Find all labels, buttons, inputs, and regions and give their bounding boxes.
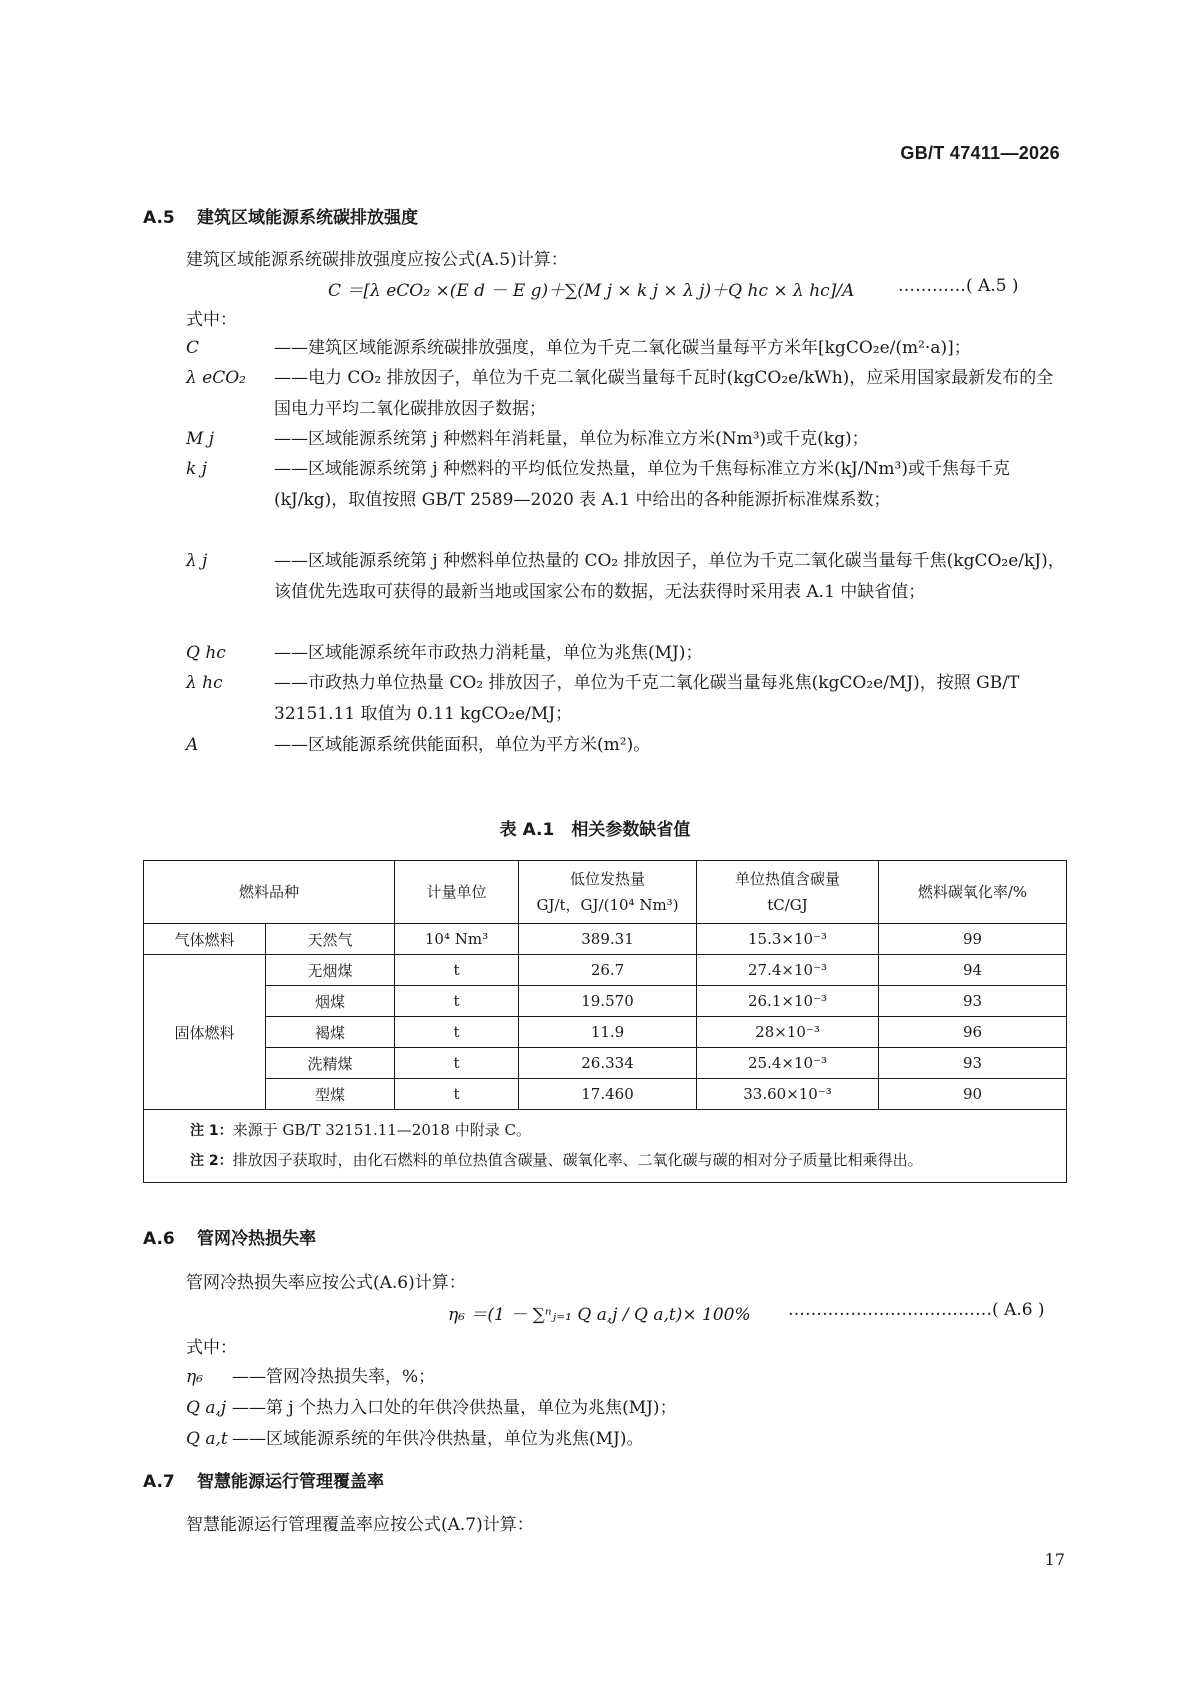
variable-item	[186, 1362, 1066, 1393]
section-heading-a7	[143, 1467, 384, 1492]
variable-symbol: Q hc	[186, 643, 226, 663]
variable-description: ——区域能源系统年市政热力消耗量，单位为兆焦(MJ)；	[274, 643, 703, 663]
table-row	[144, 924, 1067, 955]
variable-description: ——区域能源系统的年供冷供热量，单位为兆焦(MJ)。	[232, 1429, 644, 1449]
variable-symbol: Q a,t	[186, 1429, 228, 1449]
table-row	[144, 1079, 1067, 1110]
variable-symbol: λ eCO₂	[186, 368, 246, 388]
where-label: 式中：	[186, 1338, 237, 1358]
variable-item	[186, 1424, 1066, 1455]
oxidation-cell: 94	[879, 955, 1067, 986]
group-cell: 固体燃料	[144, 955, 266, 1110]
fuel-cell: 天然气	[266, 924, 395, 955]
section-number: A.5	[143, 208, 175, 228]
variable-description: ——管网冷热损失率，%；	[232, 1367, 436, 1387]
header-carbon-label: 单位热值含碳量	[735, 870, 841, 888]
carbon-cell: 25.4×10⁻³	[697, 1048, 879, 1079]
header-carbon	[697, 861, 879, 924]
section-intro: 建筑区域能源系统碳排放强度应按公式(A.5)计算：	[186, 250, 568, 270]
unit-cell: t	[395, 1079, 519, 1110]
section-intro: 智慧能源运行管理覆盖率应按公式(A.7)计算：	[186, 1515, 534, 1535]
header-oxidation: 燃料碳氧化率/%	[879, 861, 1067, 924]
formula-text: C ＝[λ eCO₂ ×(E d － E g)＋∑(M j × k j × λ j)＋Q hc × λ hc]/A	[328, 281, 855, 301]
fuel-cell: 无烟煤	[266, 955, 395, 986]
unit-cell: t	[395, 955, 519, 986]
section-heading-a5	[143, 203, 418, 228]
note-text: 排放因子获取时，由化石燃料的单位热值含碳量、碳氧化率、二氧化碳与碳的相对分子质量比相乘得出。	[232, 1151, 923, 1169]
note-text: 来源于 GB/T 32151.11—2018 中附录 C。	[232, 1121, 531, 1139]
parameter-table	[143, 860, 1067, 1183]
section-title: 建筑区域能源系统碳排放强度	[197, 208, 418, 228]
oxidation-cell: 96	[879, 1017, 1067, 1048]
unit-cell: t	[395, 1017, 519, 1048]
equation-number: ………………………………( A.6 )	[788, 1300, 1045, 1320]
header-carbon-unit: tC/GJ	[767, 896, 808, 914]
table-row	[144, 986, 1067, 1017]
fuel-cell: 烟煤	[266, 986, 395, 1017]
table-notes	[144, 1110, 1067, 1183]
variable-item	[186, 668, 1066, 730]
group-cell: 气体燃料	[144, 924, 266, 955]
formula-text: η₆ ＝(1 － ∑ⁿⱼ₌₁ Q a,j / Q a,t)× 100%	[448, 1305, 751, 1325]
variable-description: ——电力 CO₂ 排放因子，单位为千克二氧化碳当量每千瓦时(kgCO₂e/kWh)，应采用国家最新发布的全国电力平均二氧化碳排放因子数据；	[274, 368, 1054, 419]
variable-item	[186, 333, 1066, 364]
header-fuel-type: 燃料品种	[144, 861, 395, 924]
oxidation-cell: 93	[879, 986, 1067, 1017]
variable-description: ——区域能源系统第 j 种燃料年消耗量，单位为标准立方米(Nm³)或千克(kg)；	[274, 429, 869, 449]
section-title: 管网冷热损失率	[197, 1229, 316, 1249]
carbon-cell: 28×10⁻³	[697, 1017, 879, 1048]
lhv-cell: 11.9	[519, 1017, 697, 1048]
unit-cell: t	[395, 986, 519, 1017]
table-row	[144, 955, 1067, 986]
lhv-cell: 389.31	[519, 924, 697, 955]
lhv-cell: 19.570	[519, 986, 697, 1017]
variable-description: ——建筑区域能源系统碳排放强度，单位为千克二氧化碳当量每平方米年[kgCO₂e/(m²·a)]；	[274, 338, 971, 358]
table-row	[144, 1017, 1067, 1048]
fuel-cell: 褐煤	[266, 1017, 395, 1048]
variable-symbol: M j	[186, 429, 215, 449]
variable-description: ——区域能源系统第 j 种燃料的平均低位发热量，单位为千焦每标准立方米(kJ/Nm³)或千焦每千克(kJ/kg)，取值按照 GB/T 2589—2020 表 A.1 中给出的各种能源折标准煤系数；	[274, 459, 1010, 510]
section-intro: 管网冷热损失率应按公式(A.6)计算：	[186, 1273, 466, 1293]
table-title: 表 A.1 相关参数缺省值	[499, 820, 691, 840]
variable-symbol: λ hc	[186, 673, 223, 693]
variable-item	[186, 363, 1066, 425]
unit-cell: 10⁴ Nm³	[395, 924, 519, 955]
variable-description: ——区域能源系统第 j 种燃料单位热量的 CO₂ 排放因子，单位为千克二氧化碳当量每千焦(kgCO₂e/kJ)，该值优先选取可获得的最新当地或国家公布的数据，无法获得时采用表 A.1 中缺省值；	[274, 551, 1065, 602]
variable-item	[186, 454, 1066, 516]
oxidation-cell: 99	[879, 924, 1067, 955]
variable-item	[186, 424, 1066, 455]
variable-symbol: k j	[186, 459, 207, 479]
lhv-cell: 17.460	[519, 1079, 697, 1110]
table-note	[190, 1116, 1066, 1146]
variable-symbol: C	[186, 338, 200, 358]
page-number: 17	[1044, 1550, 1065, 1569]
table-note	[190, 1146, 1066, 1176]
carbon-cell: 27.4×10⁻³	[697, 955, 879, 986]
formula-a5	[328, 276, 1019, 301]
oxidation-cell: 93	[879, 1048, 1067, 1079]
carbon-cell: 33.60×10⁻³	[697, 1079, 879, 1110]
header-lhv	[519, 861, 697, 924]
fuel-cell: 型煤	[266, 1079, 395, 1110]
formula-a6	[448, 1300, 1045, 1325]
unit-cell: t	[395, 1048, 519, 1079]
section-heading-a6	[143, 1224, 316, 1249]
section-number: A.6	[143, 1229, 175, 1249]
section-title: 智慧能源运行管理覆盖率	[197, 1472, 384, 1492]
oxidation-cell: 90	[879, 1079, 1067, 1110]
variable-description: ——第 j 个热力入口处的年供冷供热量，单位为兆焦(MJ)；	[232, 1398, 677, 1418]
carbon-cell: 26.1×10⁻³	[697, 986, 879, 1017]
lhv-cell: 26.7	[519, 955, 697, 986]
variable-item	[186, 546, 1066, 608]
fuel-cell: 洗精煤	[266, 1048, 395, 1079]
header-lhv-label: 低位发热量	[570, 870, 646, 888]
equation-number: …………( A.5 )	[898, 276, 1019, 296]
variable-description: ——市政热力单位热量 CO₂ 排放因子，单位为千克二氧化碳当量每兆焦(kgCO₂e/MJ)，按照 GB/T 32151.11 取值为 0.11 kgCO₂e/MJ；	[274, 673, 1020, 724]
variable-symbol: η₆	[186, 1367, 203, 1387]
note-label: 注 2：	[190, 1153, 233, 1169]
note-label: 注 1：	[190, 1123, 233, 1139]
table-row	[144, 1048, 1067, 1079]
lhv-cell: 26.334	[519, 1048, 697, 1079]
variable-item	[186, 638, 1066, 669]
header-lhv-unit: GJ/t，GJ/(10⁴ Nm³)	[536, 896, 679, 914]
variable-item	[186, 730, 1066, 761]
where-label: 式中：	[186, 310, 237, 330]
section-number: A.7	[143, 1472, 175, 1492]
variable-item	[186, 1393, 1066, 1424]
variable-symbol: Q a,j	[186, 1398, 227, 1418]
carbon-cell: 15.3×10⁻³	[697, 924, 879, 955]
variable-description: ——区域能源系统供能面积，单位为平方米(m²)。	[274, 735, 651, 755]
variable-symbol: λ j	[186, 551, 208, 571]
table-header-row	[144, 861, 1067, 924]
header-unit: 计量单位	[395, 861, 519, 924]
table-notes-row	[144, 1110, 1067, 1183]
standard-code: GB/T 47411—2026	[900, 143, 1060, 163]
variable-symbol: A	[186, 735, 199, 755]
